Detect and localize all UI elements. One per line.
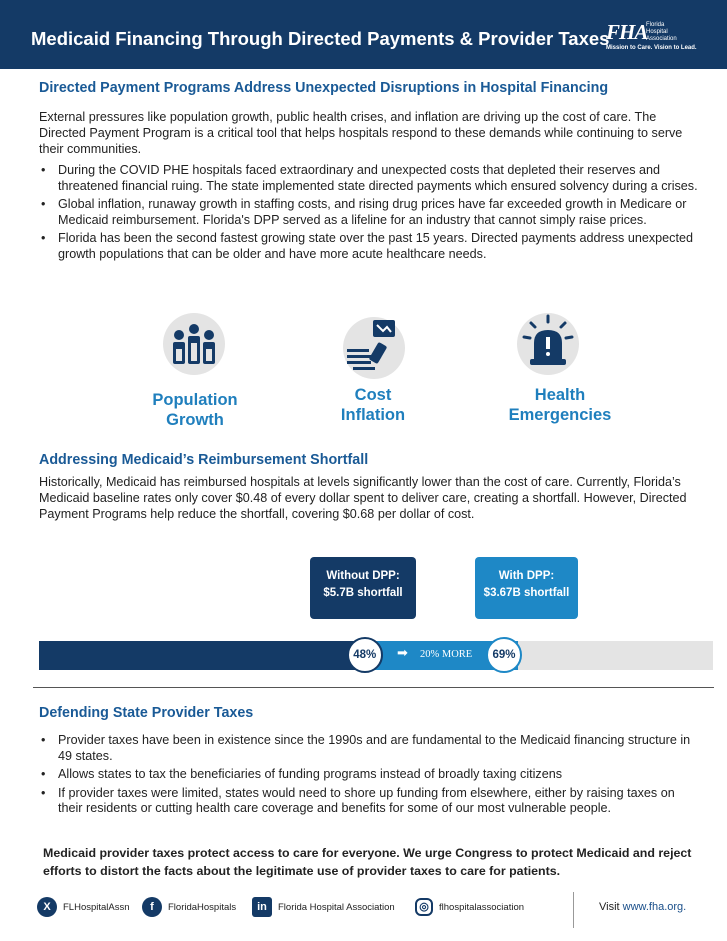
icon-label-cost: Cost Inflation [340,386,406,424]
list-item: • Global inflation, runaway growth in staffing costs, and rising drug prices have far exceeded growth in Medicare or Medicaid reimbursement. Florida's DPP served as a lifeline for an industry that cannot simply raise prices. [39,197,707,229]
list-item: • During the COVID PHE hospitals faced extraordinary and unexpected costs that depleted their reserves and threatened financial ruing. The state implemented state directed payments which ensured solvency during a crises. [39,163,707,195]
section-heading-provider-taxes: Defending State Provider Taxes [39,705,254,721]
website-link[interactable]: Visit www.fha.org. [599,901,687,913]
population-icon [163,313,225,375]
callout-without-dpp: Without DPP: $5.7B shortfall [310,557,416,619]
logo-mark: FHA [606,20,648,44]
facebook-icon: f [142,897,162,917]
bar-without-dpp [39,641,365,670]
linkedin-icon: in [252,897,272,917]
footer-instagram-link[interactable]: ◎ flhospitalassociation [415,896,524,918]
list-item: • Florida has been the second fastest growing state over the past 15 years. Directed payments address unexpected growth populations that can be older and have more acute healthcare needs. [39,231,707,263]
list-item: • Provider taxes have been in existence since the 1990s and are fundamental to the Medicaid financing structure in 49 states. [39,733,699,765]
callout-with-dpp: With DPP: $3.67B shortfall [475,557,578,619]
footer-facebook-link[interactable]: f FloridaHospitals [142,896,236,918]
percent-label-without-dpp: 48% [347,637,383,673]
list-item: • If provider taxes were limited, states would need to shore up funding from elsewhere, either by raising taxes on their residents or cutting health care coverage and benefits for some of our most vulnerable people. [39,786,699,818]
arrow-right-icon: ➡ [397,645,408,660]
increase-annotation: 20% MORE [420,649,473,660]
footer-divider [573,892,574,928]
x-icon: X [37,897,57,917]
instagram-icon: ◎ [415,898,433,916]
section-heading-shortfall: Addressing Medicaid’s Reimbursement Shortfall [39,452,369,468]
percent-label-with-dpp: 69% [486,637,522,673]
page-header [0,0,727,69]
footer-linkedin-link[interactable]: in Florida Hospital Association [252,896,395,918]
logo-name: Florida Hospital Association [646,22,677,42]
section-heading-directed-payments: Directed Payment Programs Address Unexpected Disruptions in Hospital Financing [39,80,609,96]
footer-x-link[interactable]: X FLHospitalAssn [37,896,130,918]
logo-tagline: Mission to Care. Vision to Lead. [606,45,697,51]
page-title: Medicaid Financing Through Directed Payments & Provider Taxes [31,28,610,49]
icon-label-emergencies: Health Emergencies [508,386,612,424]
disruption-bullet-list [39,163,707,266]
intro-paragraph: External pressures like population growth, public health crises, and inflation are driving up the cost of care. The Directed Payment Program is a critical tool that helps hospitals respond to these demands while continuing to serve their communities. [39,110,683,156]
cost-inflation-icon [343,317,405,379]
list-item: • Allows states to tax the beneficiaries of funding programs instead of broadly taxing citizens [39,767,699,783]
section-divider [33,687,714,688]
emergency-siren-icon [517,313,579,375]
icon-label-population: Population Growth [152,391,238,429]
provider-tax-bullet-list [39,733,699,820]
shortfall-paragraph: Historically, Medicaid has reimbursed hospitals at levels significantly lower than the cost of care. Currently, Florida’s Medicaid baseline rates only cover $0.48 of every dollar spent to deliver care, creating a shortfall. However, Directed Payment Programs help reduce the shortfall, covering $0.68 per dollar of cost. [39,475,687,521]
fha-logo [606,20,718,56]
call-to-action: Medicaid provider taxes protect access to care for everyone. We urge Congress to protect Medicaid and reject efforts to distort the facts about the legitimate use of provider taxes to care for patients. [43,846,692,878]
